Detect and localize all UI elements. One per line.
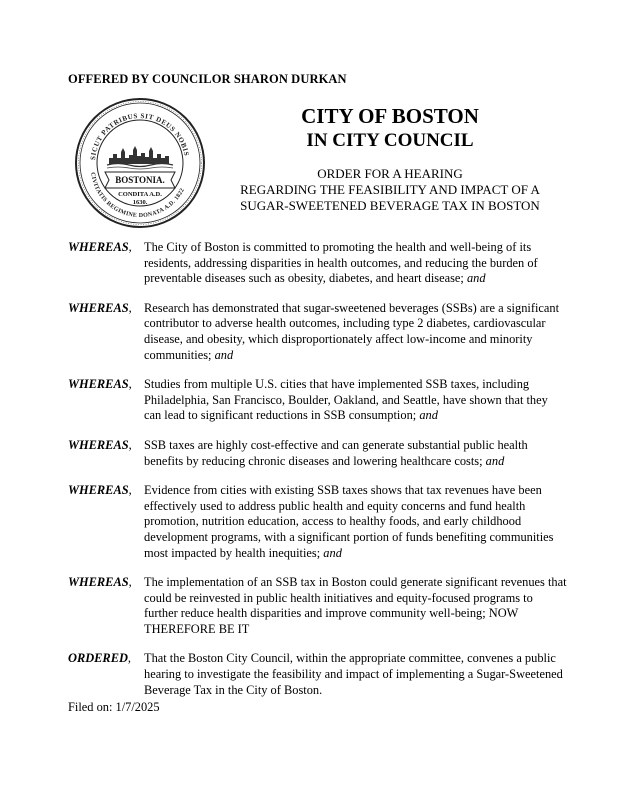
clause-suffix: and [485, 453, 505, 468]
clause-keyword: WHEREAS [68, 377, 129, 392]
clause-text: Evidence from cities with existing SSB taxes shows that tax revenues have been effectively used to address public health and equity concerns and fund health promotion, nutrition education, access to healthy foods, and early childhood development programs, with a significant portion of funds benefiting communities most impacted by health inequities; [144, 483, 554, 560]
order-title-line-2: REGARDING THE FEASIBILITY AND IMPACT OF A [240, 182, 540, 197]
svg-text:CONDITA A.D.: CONDITA A.D. [118, 191, 162, 198]
clause-suffix: and [323, 545, 342, 560]
city-title: CITY OF BOSTON [301, 104, 479, 128]
clause-text: The City of Boston is committed to promoting the health and well-being of its residents, addressing disparities in health outcomes, and reducing the burden of preventable diseases such as obesity, diabetes, and heart disease; [144, 240, 538, 286]
whereas-clause: WHEREAS, Research has demonstrated that sugar-sweetened beverages (SSBs) are a significant contributor to adverse health outcomes, including type 2 diabetes, cardiovascular disease, and obesity, which disproportionately affect low-income and minority communities; and [68, 300, 560, 362]
ordered-clause: ORDERED, That the Boston City Council, within the appropriate committee, convenes a public hearing to investigate the feasibility and impact of implementing a Sugar-Sweetened Beverage Tax in the City of Boston. [68, 651, 563, 697]
clause-text: SSB taxes are highly cost-effective and can generate substantial public health benefits by reducing chronic diseases and lowering healthcare costs; [144, 437, 528, 468]
whereas-clause: WHEREAS, SSB taxes are highly cost-effective and can generate substantial public health benefits by reducing chronic diseases and lowering healthcare costs; and [68, 437, 528, 468]
city-seal-logo [73, 96, 207, 230]
seal-name-text: BOSTONIA. [115, 175, 165, 185]
svg-text:SICUT PATRIBUS SIT DEUS NOBIS: SICUT PATRIBUS SIT DEUS NOBIS [89, 111, 191, 161]
clause-text: Research has demonstrated that sugar-sweetened beverages (SSBs) are a significant contributor to adverse health outcomes, including type 2 diabetes, cardiovascular disease, and obesity, which disproportionately affect low-income and minority communities; [144, 300, 560, 362]
whereas-clause: WHEREAS, Studies from multiple U.S. cities that have implemented SSB taxes, including Philadelphia, San Francisco, Boulder, Oakland, and Seattle, have shown that they can lead to significant reductions in SSB consumption; and [68, 377, 548, 423]
filed-on-date: Filed on: 1/7/2025 [68, 700, 160, 714]
clause-suffix: and [214, 347, 234, 362]
clause-keyword: ORDERED [68, 651, 128, 666]
whereas-clause: WHEREAS, The City of Boston is committed to promoting the health and well-being of its residents, addressing disparities in health outcomes, and reducing the burden of preventable diseases such as obesity, diabetes, and heart disease; and [68, 240, 538, 286]
whereas-clause: WHEREAS, Evidence from cities with existing SSB taxes shows that tax revenues have been effectively used to address public health and equity concerns and fund health promotion, nutrition education, access to healthy foods, and early childhood development programs, with a significant portion of funds benefiting communities most impacted by health inequities; and [68, 483, 554, 560]
clause-keyword: WHEREAS [68, 483, 129, 498]
order-title-line-3: SUGAR-SWEETENED BEVERAGE TAX IN BOSTON [240, 198, 540, 213]
clause-text: That the Boston City Council, within the appropriate committee, convenes a public hearing to investigate the feasibility and impact of implementing a Sugar-Sweetened Beverage Tax in the City of Boston. [144, 651, 563, 697]
svg-text:CIVITATIS REGIMINE DONATA A.D.: CIVITATIS REGIMINE DONATA A.D. 1822 [89, 172, 186, 220]
clause-keyword: WHEREAS [68, 575, 129, 590]
council-title-block [210, 104, 570, 214]
order-title [210, 166, 570, 214]
clause-suffix: and [466, 271, 486, 286]
council-title: IN CITY COUNCIL [306, 130, 474, 151]
clause-text: Studies from multiple U.S. cities that have implemented SSB taxes, including Philadelphia, San Francisco, Boulder, Oakland, and Seattle, have shown that they can lead to significant reductions in SSB consumption; [144, 377, 548, 423]
clause-keyword: WHEREAS [68, 437, 129, 452]
offered-by-line: OFFERED BY COUNCILOR SHARON DURKAN [68, 72, 347, 86]
clause-keyword: WHEREAS [68, 240, 129, 254]
clauses-list [68, 240, 568, 712]
svg-text:1630.: 1630. [132, 199, 148, 206]
clause-text: The implementation of an SSB tax in Boston could generate significant revenues that could be reinvested in public health initiatives and equity-focused programs to further reduce health disparities and improve community well-being; NOW THEREFORE BE IT [144, 575, 567, 636]
clause-keyword: WHEREAS [68, 300, 129, 315]
clause-suffix: and [419, 408, 438, 423]
order-title-line-1: ORDER FOR A HEARING [317, 166, 463, 181]
whereas-clause: WHEREAS, The implementation of an SSB tax in Boston could generate significant revenues that could be reinvested in public health initiatives and equity-focused programs to further reduce health disparities and improve community well-being; NOW THEREFORE BE IT [68, 575, 567, 636]
